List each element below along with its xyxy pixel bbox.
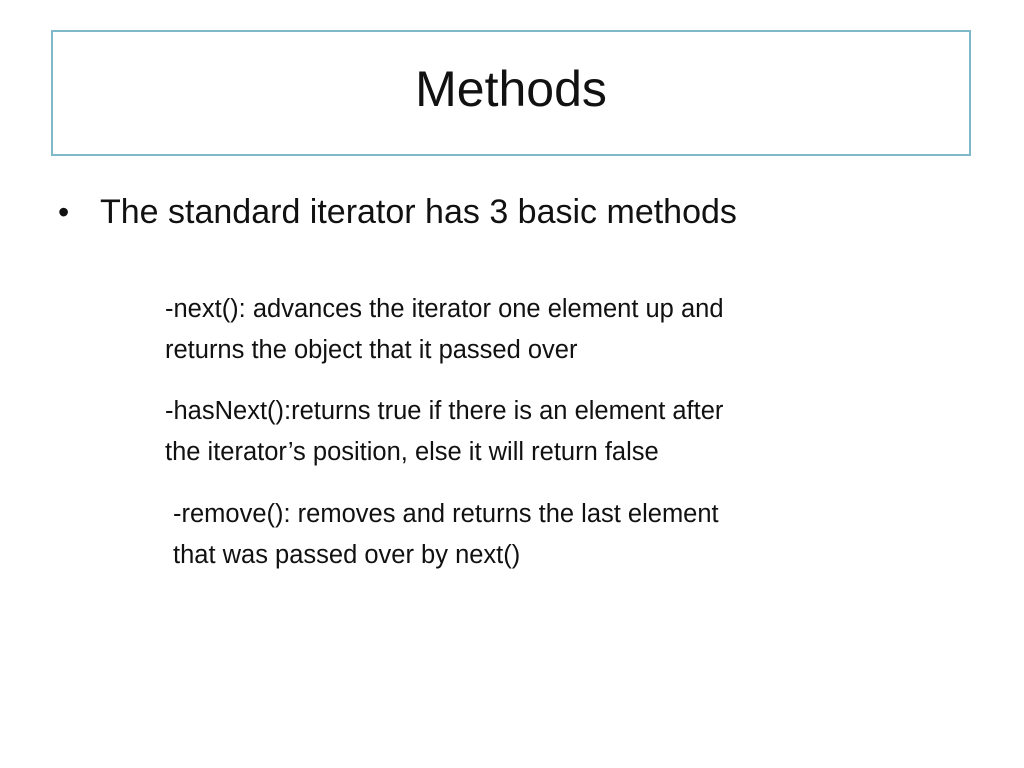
bullet-text: The standard iterator has 3 basic methods <box>100 193 737 231</box>
method-hasnext-description <box>165 391 885 473</box>
method-remove-line-2: that was passed over by next() <box>173 541 521 569</box>
title-box <box>51 30 971 156</box>
method-next-description <box>165 289 885 371</box>
bullet-icon: • <box>58 194 70 230</box>
method-next-line-2: returns the object that it passed over <box>165 336 578 364</box>
bullet-item <box>58 192 737 232</box>
method-next-line-1: -next(): advances the iterator one element up and <box>165 295 724 323</box>
slide-title: Methods <box>415 61 607 117</box>
method-hasnext-line-2: the iterator’s position, else it will return false <box>165 438 659 466</box>
method-hasnext-line-1: -hasNext():returns true if there is an element after <box>165 397 724 425</box>
method-remove-description <box>173 494 893 576</box>
method-remove-line-1: -remove(): removes and returns the last element <box>173 500 719 528</box>
